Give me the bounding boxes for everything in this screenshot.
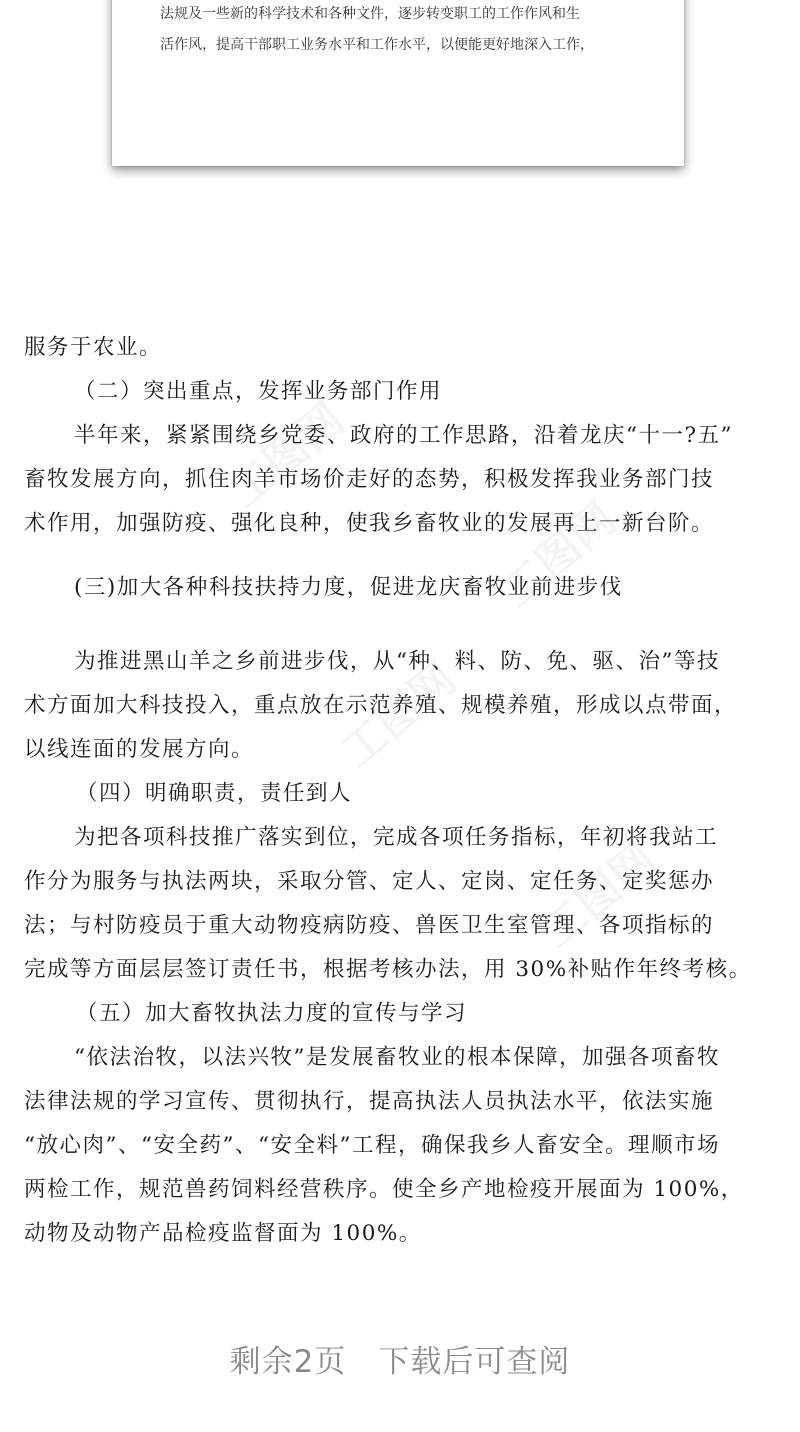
paragraph-line: 完成等方面层层签订责任书，根据考核办法，用 30%补贴作年终考核。: [24, 957, 752, 982]
download-to-view-label[interactable]: 下载后可查阅: [378, 1344, 571, 1380]
section-heading: (三)加大各种科技扶持力度，促进龙庆畜牧业前进步伐: [74, 575, 623, 600]
paragraph-line: 作分为服务与执法两块，采取分管、定人、定岗、定任务、定奖惩办: [24, 869, 715, 894]
paragraph-line: 畜牧发展方向，抓住肉羊市场价走好的态势，积极发挥我业务部门技: [24, 467, 715, 492]
preview-line: 法规及一些新的科学技术和各种文件，逐步转变职工的工作作风和生: [160, 6, 580, 22]
paragraph-line: 以线连面的发展方向。: [24, 737, 255, 762]
remaining-pages-label[interactable]: 剩余2页: [229, 1344, 347, 1380]
paragraph-line: 术方面加大科技投入，重点放在示范养殖、规模养殖，形成以点带面，: [24, 693, 738, 718]
preview-card: [112, 0, 684, 166]
preview-line: 活作风，提高干部职工业务水平和工作水平，以便能更好地深入工作，: [160, 37, 594, 53]
section-heading: （五）加大畜牧执法力度的宣传与学习: [76, 1001, 468, 1026]
paragraph-line: 法；与村防疫员于重大动物疫病防疫、兽医卫生室管理、各项指标的: [24, 913, 715, 938]
section-heading: （二）突出重点，发挥业务部门作用: [74, 379, 443, 404]
paragraph-line: 动物及动物产品检疫监督面为 100%。: [24, 1221, 422, 1246]
document-body: [24, 326, 784, 1256]
paragraph-line: 服务于农业。: [24, 335, 163, 360]
paragraph-line: 半年来，紧紧围绕乡党委、政府的工作思路，沿着龙庆“十一?五”: [74, 423, 734, 448]
paragraph-line: “依法治牧，以法兴牧”是发展畜牧业的根本保障，加强各项畜牧: [74, 1045, 720, 1070]
section-heading: （四）明确职责，责任到人: [76, 781, 353, 806]
paragraph-line: 为推进黑山羊之乡前进步伐，从“种、料、防、免、驱、治”等技: [74, 649, 720, 674]
paragraph-line: “放心肉”、“安全药”、“安全料”工程，确保我乡人畜安全。理顺市场: [24, 1133, 720, 1158]
paragraph-line: 术作用，加强防疫、强化良种，使我乡畜牧业的发展再上一新台阶。: [24, 511, 715, 536]
preview-text: [160, 0, 644, 61]
paragraph-line: 法律法规的学习宣传、贯彻执行，提高执法人员执法水平，依法实施: [24, 1089, 715, 1114]
download-prompt[interactable]: [0, 1336, 800, 1381]
paragraph-line: 两检工作，规范兽药饲料经营秩序。使全乡产地检疫开展面为 100%，: [24, 1177, 744, 1202]
paragraph-line: 为把各项科技推广落实到位，完成各项任务指标，年初将我站工: [74, 825, 719, 850]
